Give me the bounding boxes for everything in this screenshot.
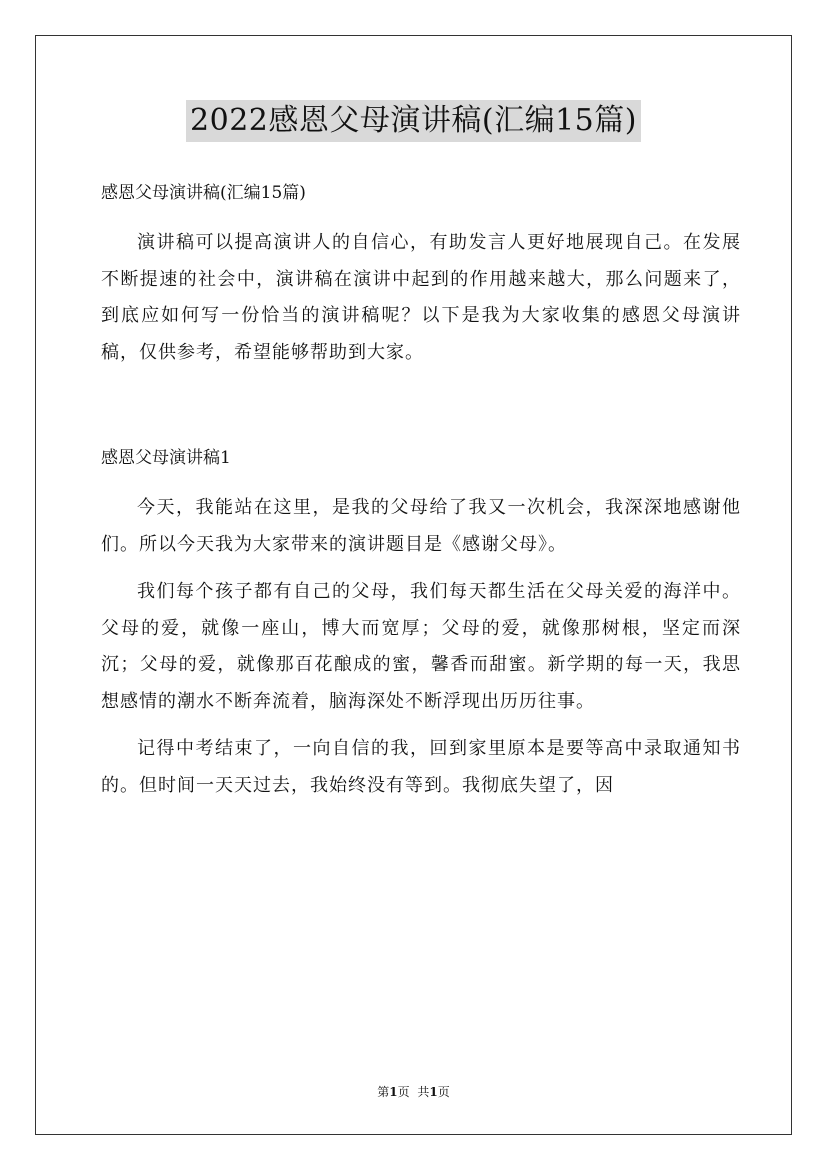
intro-paragraph: 演讲稿可以提高演讲人的自信心，有助发言人更好地展现自己。在发展不断提速的社会中，演讲稿在演讲中起到的作用越来越大，那么问题来了，到底应如何写一份恰当的演讲稿呢？以下是我为大家收集的感恩父母演讲稿，仅供参考，希望能够帮助到大家。 bbox=[101, 232, 741, 363]
page-number: 1 bbox=[389, 1085, 398, 1099]
total-pages: 1 bbox=[429, 1085, 438, 1099]
document-subtitle: 感恩父母演讲稿(汇编15篇) bbox=[101, 183, 306, 203]
document-title: 2022感恩父母演讲稿(汇编15篇) bbox=[186, 100, 641, 142]
body-paragraph: 我们每个孩子都有自己的父母，我们每天都生活在父母关爱的海洋中。父母的爱，就像一座山，博大而宽厚；父母的爱，就像那树根，坚定而深沉；父母的爱，就像那百花酿成的蜜，馨香而甜蜜。新学期的每一天，我思想感情的潮水不断奔流着，脑海深处不断浮现出历历往事。 bbox=[101, 581, 741, 712]
spacer bbox=[101, 720, 741, 731]
spacer bbox=[101, 371, 741, 437]
spacer bbox=[101, 479, 741, 490]
title-container bbox=[0, 100, 827, 142]
document-body bbox=[101, 172, 741, 804]
page-footer bbox=[0, 1084, 827, 1100]
body-paragraph: 记得中考结束了，一向自信的我，回到家里原本是要等高中录取通知书的。但时间一天天过去，我始终没有等到。我彻底失望了，因 bbox=[101, 738, 741, 796]
total-suffix: 页 bbox=[437, 1085, 450, 1099]
page-prefix: 第 bbox=[377, 1085, 390, 1099]
spacer bbox=[101, 563, 741, 574]
spacer bbox=[101, 214, 741, 225]
page-suffix: 页 bbox=[397, 1085, 410, 1099]
section-heading: 感恩父母演讲稿1 bbox=[101, 448, 231, 468]
body-paragraph: 今天，我能站在这里，是我的父母给了我又一次机会，我深深地感谢他们。所以今天我为大家带来的演讲题目是《感谢父母》。 bbox=[101, 497, 741, 555]
total-prefix: 共 bbox=[417, 1085, 430, 1099]
